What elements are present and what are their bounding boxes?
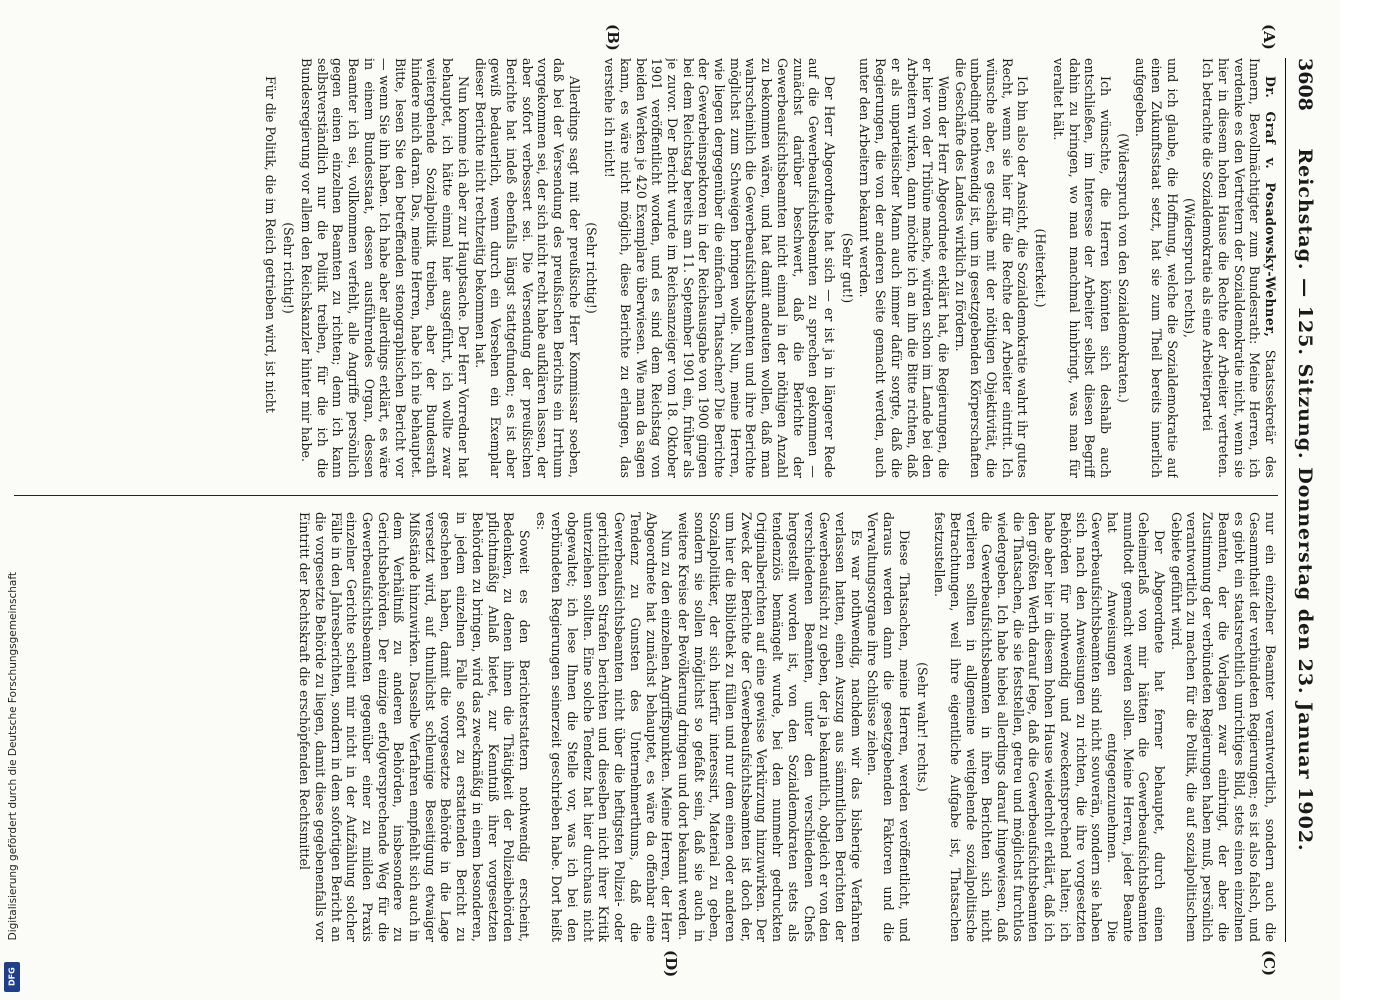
paragraph: und ich glaube, die Hoffnung, welche die Sozialdemokratie auf einen Zukunftsstaat setzt, hat sie zum Theil bereits innerlich aufgegeben. <box>1133 58 1180 478</box>
paragraph: Allerdings sagt mit der preußische Herr Kommissar soeben, daß bei der Versendung des preußischen Berichts ein Irrthum vorgekommen sei, der sich nicht recht habe aufklären lassen, der aber sofort verbessert sei. Die Versendung der preußischen Berichte hat indeß ebenfalls längst stattgefunden; es ist aber gewiß bedauerlich, wenn durch ein Versehen ein Exemplar dieser Berichte nicht rechtzeitig bekommen hat. <box>472 58 582 478</box>
left-column <box>14 58 1278 478</box>
quoted-paragraph: Soweit es den Berichterstattern nothwendig erscheint, Bedenken, zu denen ihnen die Thätigkeit der Polizeibehörden pflichtmäßig Anlaß bietet, zur Kenntniß ihrer vorgesetzten Behörden zu bringen, wird das zweckmäßig in einem besonderen, in jedem einzelnen Falle sofort zu erstattenden Bericht zu geschehen haben, damit die vorgesetzte Behörde in die Lage versetzt wird, auf thunlichst schleunige Beseitigung etwaiger Mißstände hinzuwirken. Dasselbe Verfahren empfiehlt sich auch in dem Verhältniß zu anderen Behörden, insbesondere zu Gerichtsbehörden. Der einzige erfolgversprechende Weg für die Gewerbeaufsichtsbeamten gegenüber einer zu milden Praxis einzelner Gerichte scheint mir nicht in der Aufzählung solcher Fälle in den Jahresberichten, sondern in dem sofortigen Bericht an die vorgesetzte Behörde zu liegen, damit diese gegebenenfalls vor Eintritt der Rechtskraft die erschöpfenden Rechtsmittel <box>297 512 532 942</box>
interjection: (Sehr richtig!) <box>281 222 297 314</box>
paragraph: Der Abgeordnete hat ferner behauptet, durch einen Geheimerlaß von mir hätten die Gewerbeaufsichtsbeamten mundtodt gemacht werden sollen. Meine Herren, jeder Beamte hat Anweisungen entgegenzunehmen. Die Gewerbeaufsichtsbeamten sind nicht souverän, sondern sie haben sich nach den Anweisungen zu richten, die ihre vorgesetzten Behörden für nothwendig und zweckentsprechend halten; ich habe aber hier in diesem hohen Hause wiederholt erklärt, daß ich den größten Werth darauf lege, daß die Gewerbeaufsichtsbeamten die Thatsachen, die sie feststellen, getreu und möglichst furchtlos wiedergeben. Ich habe hiebei allerdings darauf hingewiesen, daß die Gewerbeaufsichtsbeamten in ihren Berichten sich nicht verlieren sollten in allgemeine weitgehende sozialpolitische Betrachtungen, weil ihre eigentliche Aufgabe ist, Thatsachen festzustellen. <box>932 512 1168 942</box>
page-title: Reichstag. — 125. Sitzung. Donnerstag den 23. Januar 1902. <box>1294 148 1316 852</box>
margin-letter-b: (B) <box>604 24 622 51</box>
paragraph: Diese Thatsachen, meine Herren, werden veröffentlicht, und daraus werden dann die gesetzgebenden Faktoren und die Verwaltungsorgane ihre Schlüsse ziehen. <box>865 512 912 942</box>
running-head <box>1285 58 1320 942</box>
page-number: 3608 <box>1294 58 1316 111</box>
paragraph: Ich wünschte, die Herren könnten sich deshalb auch entschließen, im Interesse der Arbeiter selbst diesen Begriff dahin zu bringen, wo man manchmal hinbringt, was man für veraltet hält. <box>1050 58 1113 478</box>
paragraph: Es war nothwendig, nachdem wir das bisherige Verfahren verlassen hatten, einen Auszug aus sämmtlichen Berichten der Gewerbeaufsicht zu geben, der ja bekanntlich, obgleich er von den verschiedenen Beamten, unter den verschiedenen Chefs hergestellt worden ist, von den Sozialdemokraten stets als tendenziös bemängelt wurde, bei den nunmehr gedruckten Originalberichten auf eine gewisse Verkürzung hinzuwirken. Der Zweck der Berichte der Gewerbeaufsichtsbeamten ist doch der, um hier die Bibliothek zu füllen und nur dem einen oder anderen Sozialpolitiker, der sich hierfür interessirt, Material zu geben, sondern sie sollen möglichst so gefaßt sein, daß sie auch in weitere Kreise der Bevölkerung dringen und dort bekannt werden. <box>675 512 864 942</box>
paragraph: Für die Politik, die im Reich getrieben wird, ist nicht <box>263 76 279 413</box>
interjection: (Heiterkeit.) <box>1033 228 1049 308</box>
interjection: (Sehr gut!) <box>839 232 855 304</box>
paragraph: nur ein einzelner Beamter verantwortlich, sondern auch die Gesammtheit der verbündeten Regierungen; es ist also falsch, und es giebt ein staatsrechtlich unrichtiges Bild, stets einen einzelnen Beamten, der die Vorlagen zwar einbringt, der aber die Zustimmung der verbündeten Regierungen haben muß, persönlich verantwortlich zu machen für die Politik, die auf sozialpolitischem Gebiete geführt wird. <box>1168 512 1278 942</box>
speaker-name: Dr. Graf v. Posadowsky-Wehner, <box>1263 76 1278 338</box>
paragraph: Staatssekretär des Innern, Bevollmächtigter zum Bundesrath: Meine Herren, ich verdenke es den Vertretern der Sozialdemokratie nicht, wenn sie hier in diesem hohen Hause die Rechte der Arbeiter vertreten. Ich betrachte die Sozialdemokratie als eine Arbeiterpartei <box>1200 58 1278 478</box>
column-divider <box>14 495 1278 496</box>
interjection: (Sehr richtig!) <box>584 222 600 314</box>
interjection: (Widerspruch von den Sozialdemokraten.) <box>1115 133 1131 403</box>
paragraph: Nun komme ich aber zur Hauptsache. Der Herr Vorredner hat behauptet, ich hätte einmal hier ausgeführt, ich wollte zwar weitergehende Sozialpolitik treiben, aber der Bundesrath hindere mich daran. Das, meine Herren, habe ich nie behauptet. Bitte, lesen Sie den betreffenden stenographischen Bericht vor — wenn Sie ihn haben. Ich habe aber allerdings erklärt, es wäre in einem Bundesstaat, dessen ausführendes Organ, dessen Beamter ich sei, vollkommen verfehlt, alle Angriffe persönlich gegen einen einzelnen Beamten zu richten; denn ich kann selbstverständlich nur die Politik treiben, für die ich die Bundesregierung vor allem den Reichskanzler hinter mir habe. <box>298 58 471 478</box>
digitization-note: Digitalisierung gefördert durch die Deutsche Forschungsgemeinschaft <box>7 571 19 940</box>
interjection: (Widerspruch rechts), <box>1182 197 1198 339</box>
margin-letter-a: (A) <box>1260 24 1278 50</box>
interjection: (Sehr wahr! rechts.) <box>914 662 930 792</box>
paragraph: Ich bin also der Ansicht, die Sozialdemokratie wahrt ihr gutes Recht, wenn sie hier für die Rechte der Arbeiter eintritt. Ich wünsche aber, es geschähe mit der nöthigen Objektivität, die unbedingt nothwendig ist, um in gesetzgebenden Körperschaften die Geschäfte des Landes wirklich zu fördern. <box>952 58 1031 478</box>
margin-letter-c: (C) <box>1260 950 1278 977</box>
right-column <box>14 512 1278 942</box>
paragraph: Der Herr Abgeordnete hat sich — er ist ja in längerer Rede auf die Gewerbeaufsichtsbeamten zu sprechen gekommen — zunächst darüber beschwert, daß die Berichte der Gewerbeaufsichtsbeamten nicht einmal in der nöthigen Anzahl zu bekommen wären, und hat damit andeuten wollen, daß man wahrscheinlich die Gewerbeaufsichtsbeamten und ihre Berichte möglichst zum Schweigen bringen wolle. Nun, meine Herren, wie liegen dergegenüber die einfachen Thatsachen? Die Berichte der Gewerbeinspektoren in der Reichsausgabe von 1900 gingen bei dem Reichstag bereits am 11. September 1901 ein, früher als je zuvor. Der Bericht wurde im Reichsanzeiger vom 18. Oktober 1901 veröffentlicht worden, und es sind dem Reichstag von beiden Werken je 420 Exemplare überwiesen. Wie man da sagen kann, es wäre nicht möglich, diese Berichte zu erlangen, das verstehe ich nicht! <box>602 58 838 478</box>
margin-letter-d: (D) <box>662 950 680 978</box>
dfg-logo: DFG <box>4 962 20 992</box>
paragraph: Nun zu den einzelnen Angriffspunkten. Meine Herren, der Herr Abgeordnete hat zunächst behauptet, es wäre da offenbar eine Tendenz zu Gunsten des Unternehmerthums, daß die Gewerbeaufsichtsbeamten nicht über die heftigsten Polizei- oder gerichtlichen Strafen berichten und dieselben nicht ihrer Kritik unterziehen sollten. Eine solche Tendenz hat hier durchaus nicht obgewaltet; ich lese Ihnen die Stelle vor, was ich bei den verbündeten Regierungen seinerzeit geschrieben habe. Dort heißt es: <box>533 512 675 942</box>
paragraph: Wenn der Herr Abgeordnete erklärt hat, die Regierungen, die er hier von der Tribüne mache, würden schon im Lande bei den Arbeitern wirken, dann möchte ich an ihn die Bitte richten, daß er als unparteiischer Mann auch immer dafür sorgte, daß die Regierungen, die von der anderen Seite gemacht werden, auch unter den Arbeitern bekannt werden. <box>857 58 951 478</box>
